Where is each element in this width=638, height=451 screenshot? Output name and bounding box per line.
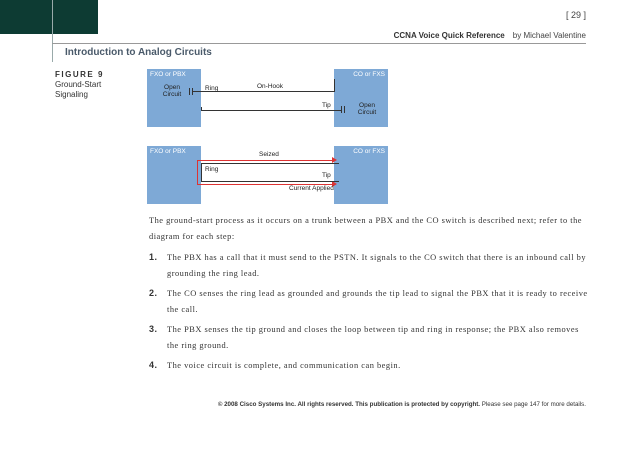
ring-label: Ring bbox=[205, 166, 219, 173]
list-item bbox=[149, 250, 589, 281]
step-text: The PBX senses the tip ground and closes the loop between tip and ring in response; the PBX also removes the ring ground. bbox=[167, 325, 579, 350]
right-box-label: CO or FXS bbox=[353, 71, 385, 78]
footer bbox=[218, 401, 586, 408]
footer-note: Please see page 147 for more details. bbox=[481, 401, 586, 408]
step-number: 4. bbox=[149, 360, 158, 370]
ring-label: Ring bbox=[205, 85, 219, 92]
header-rule bbox=[52, 43, 586, 44]
copyright-text: © 2008 Cisco Systems Inc. All rights reserved. This publication is protected by copyright. bbox=[217, 401, 481, 408]
corner-block bbox=[0, 0, 98, 34]
left-contact-label: Open Circuit bbox=[162, 84, 182, 98]
right-contact-mark-2 bbox=[344, 106, 345, 113]
state-label: Seized bbox=[259, 151, 279, 158]
tip-label: Tip bbox=[322, 172, 331, 179]
right-contact-label: Open Circuit bbox=[357, 102, 377, 116]
tip-label: Tip bbox=[322, 102, 331, 109]
tip-line bbox=[201, 181, 339, 182]
margin-rule bbox=[52, 0, 53, 62]
left-contact-mark bbox=[189, 88, 190, 95]
step-list bbox=[149, 250, 589, 374]
book-title: CCNA Voice Quick Reference bbox=[393, 31, 505, 40]
ring-line-end bbox=[334, 79, 335, 92]
step-text: The PBX has a call that it must send to the PSTN. It signals to the CO switch that there is an inbound call by grounding the ring lead. bbox=[167, 253, 587, 278]
tip-line bbox=[201, 110, 341, 111]
list-item bbox=[149, 322, 589, 353]
step-text: The CO senses the ring lead as grounded and grounds the tip lead to signal the PBX that it is ready to receive the call. bbox=[167, 289, 588, 314]
state-label: On-Hook bbox=[257, 83, 284, 90]
current-path-left bbox=[197, 160, 198, 184]
running-header bbox=[394, 31, 586, 40]
list-item bbox=[149, 358, 589, 374]
author: by Michael Valentine bbox=[512, 31, 586, 40]
intro-paragraph: The ground-start process as it occurs on a trunk between a PBX and the CO switch is described next; refer to the diagram for each step: bbox=[149, 216, 583, 241]
step-number: 1. bbox=[149, 252, 158, 262]
step-number: 3. bbox=[149, 324, 158, 334]
step-number: 2. bbox=[149, 288, 158, 298]
ring-line bbox=[201, 163, 339, 164]
list-item bbox=[149, 286, 589, 317]
current-path-top bbox=[197, 160, 332, 161]
diagram-seized bbox=[147, 146, 388, 204]
page-number: [ 29 ] bbox=[565, 10, 586, 20]
body-text bbox=[149, 213, 589, 379]
right-box-label: CO or FXS bbox=[353, 148, 385, 155]
section-title: Introduction to Analog Circuits bbox=[65, 47, 212, 58]
loop-line bbox=[201, 163, 202, 181]
current-label: Current Applied bbox=[289, 185, 334, 192]
figure-label: FIGURE 9 bbox=[55, 70, 104, 79]
left-box-label: FXO or PBX bbox=[150, 148, 186, 155]
left-box-label: FXO or PBX bbox=[150, 71, 186, 78]
figure-caption: Ground-Start Signaling bbox=[55, 80, 102, 99]
diagram-on-hook bbox=[147, 69, 388, 127]
right-contact-mark bbox=[341, 106, 342, 113]
step-text: The voice circuit is complete, and communication can begin. bbox=[167, 361, 401, 370]
